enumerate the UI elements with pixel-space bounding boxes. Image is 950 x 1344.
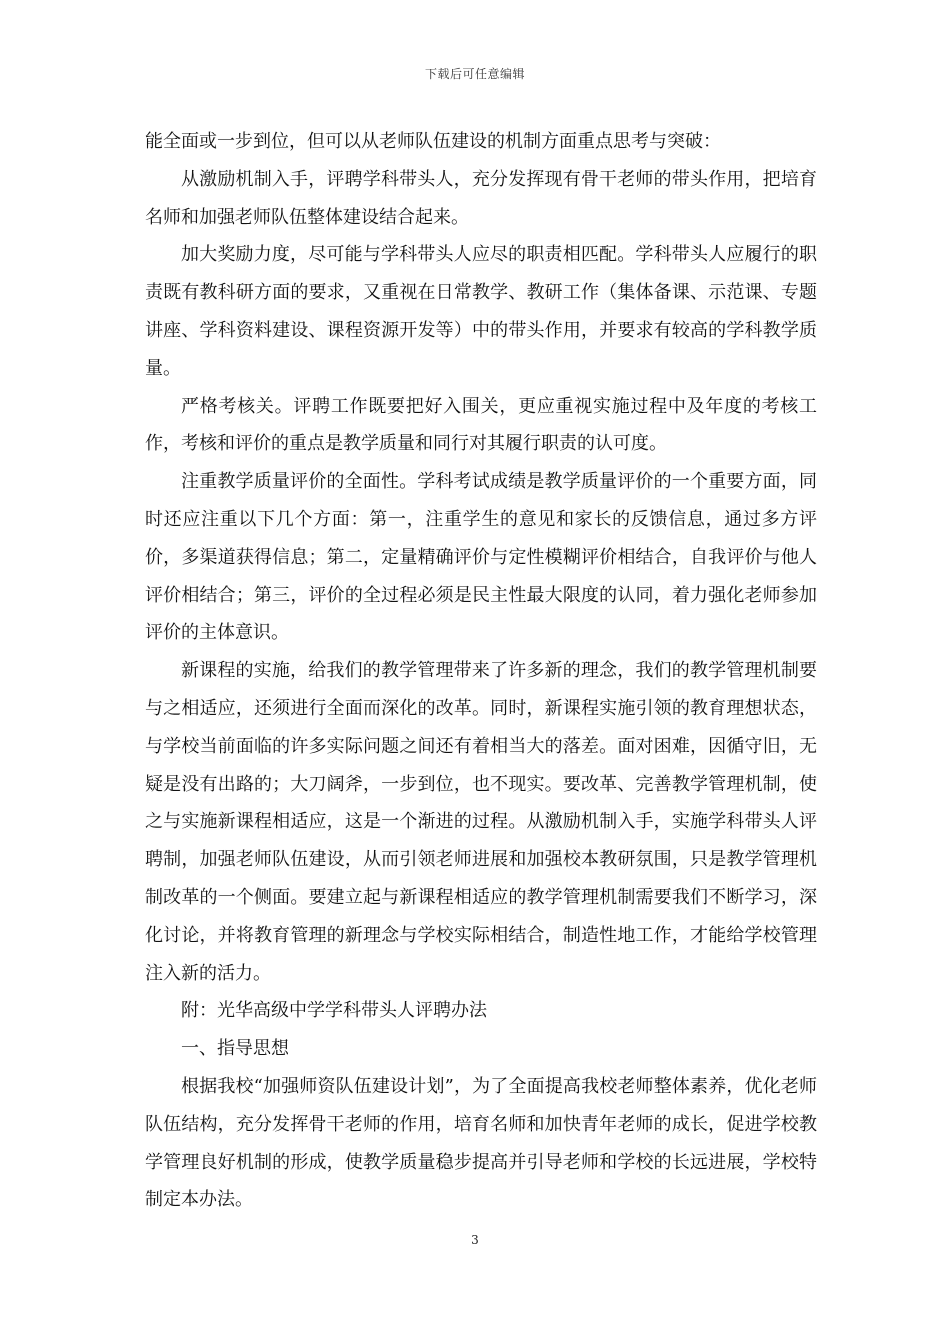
paragraph-new-curriculum: 新课程的实施，给我们的教学管理带来了许多新的理念，我们的教学管理机制要与之相适应，还须进行全面而深化的改革。同时，新课程实施引领的教育理想状态，与学校当前面临的许多实际问题之间还有着相当大的落差。面对困难，因循守旧，无疑是没有出路的；大刀阔斧，一步到位，也不现实。要改革、完善教学管理机制，使之与实施新课程相适应，这是一个渐进的过程。从激励机制入手，实施学科带头人评聘制，加强老师队伍建设，从而引领老师进展和加强校本教研氛围，只是教学管理机制改革的一个侧面。要建立起与新课程相适应的教学管理机制需要我们不断学习，深化讨论，并将教育管理的新理念与学校实际相结合，制造性地工作，才能给学校管理注入新的活力。 [145, 660, 817, 984]
paragraph-evaluation: 注重教学质量评价的全面性。学科考试成绩是教学质量评价的一个重要方面，同时还应注重以下几个方面：第一，注重学生的意见和家长的反馈信息，通过多方评价，多渠道获得信息；第二，定量精确评价与定性模糊评价相结合，自我评价与他人评价相结合；第三，评价的全过程必须是民主性最大限度的认同，着力强化老师参加评价的主体意识。 [145, 471, 817, 644]
paragraph-incentive-mechanism: 从激励机制入手，评聘学科带头人，充分发挥现有骨干老师的带头作用，把培育名师和加强老师队伍整体建设结合起来。 [145, 168, 817, 228]
page-number: 3 [471, 1233, 479, 1247]
paragraph-assessment: 严格考核关。评聘工作既要把好入围关，更应重视实施过程中及年度的考核工作，考核和评价的重点是教学质量和同行对其履行职责的认可度。 [145, 395, 817, 455]
paragraph-reward: 加大奖励力度，尽可能与学科带头人应尽的职责相匹配。学科带头人应履行的职责既有教科研方面的要求，又重视在日常教学、教研工作（集体备课、示范课、专题讲座、学科资料建设、课程资源开发等）中的带头作用，并要求有较高的学科教学质量。 [145, 244, 817, 379]
paragraph-guiding-thought: 根据我校“加强师资队伍建设计划”，为了全面提高我校老师整体素养，优化老师队伍结构，充分发挥骨干老师的作用，培育名师和加快青年老师的成长，促进学校教学管理良好机制的形成，使教学质量稳步提高并引导老师和学校的长远进展，学校特制定本办法。 [145, 1075, 817, 1211]
section-heading-guiding-thought: 一、指导思想 [181, 1038, 289, 1060]
document-body [145, 123, 817, 1219]
paragraph-continuation: 能全面或一步到位，但可以从老师队伍建设的机制方面重点思考与突破： [145, 131, 721, 152]
appendix-title: 附：光华高级中学学科带头人评聘办法 [181, 1000, 487, 1022]
page-header: 下载后可任意编辑 [424, 67, 525, 81]
